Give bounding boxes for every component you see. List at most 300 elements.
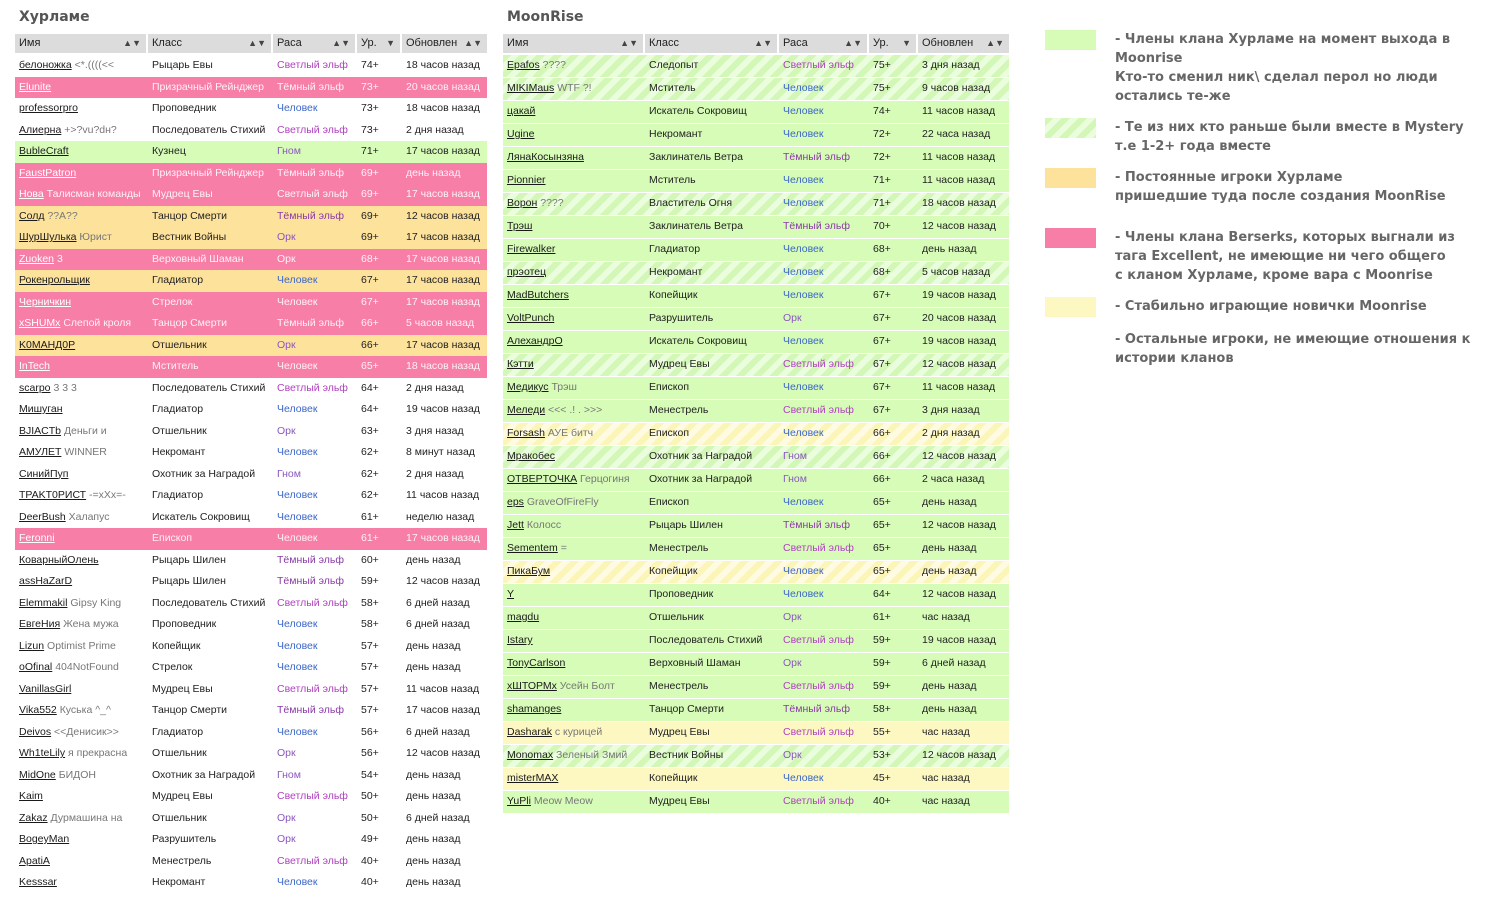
column-updated-header[interactable]: Обновлен ▲▼: [918, 34, 1009, 53]
player-name-link[interactable]: BogeyMan: [19, 833, 70, 845]
player-class: Отшельник: [152, 811, 207, 824]
player-name-link[interactable]: misterMAX: [507, 772, 559, 784]
player-name-link[interactable]: Алиерна: [19, 123, 62, 136]
player-race: Светлый эльф: [783, 404, 854, 416]
table-row[interactable]: [503, 561, 1009, 583]
player-race: Человек: [783, 105, 824, 117]
player-name-link[interactable]: ApatiA: [19, 854, 50, 867]
player-level: 66+: [361, 317, 379, 329]
player-race: Тёмный эльф: [277, 209, 344, 222]
player-updated: 18 часов назад: [406, 102, 480, 114]
table-row[interactable]: [15, 292, 487, 314]
player-title: -=xXx=-: [89, 489, 126, 501]
table-row[interactable]: [15, 700, 487, 722]
table-row[interactable]: [15, 356, 487, 378]
player-name-link[interactable]: ЕвгеНия: [19, 618, 61, 630]
table-row[interactable]: [503, 768, 1009, 790]
player-title: Герцогиня: [580, 473, 630, 485]
player-name-link[interactable]: Epafos: [507, 59, 540, 71]
player-name-cell: [503, 791, 645, 813]
player-race: Человек: [783, 266, 824, 278]
player-race: Гном: [783, 473, 807, 485]
column-name-header[interactable]: Имя ▲▼: [15, 34, 148, 53]
table-row[interactable]: [15, 335, 487, 357]
player-name-link[interactable]: СинийПуп: [19, 467, 69, 480]
player-name-link[interactable]: Ворон: [507, 197, 538, 209]
player-updated: 6 дней назад: [406, 596, 470, 609]
table-row[interactable]: [503, 492, 1009, 514]
player-class: Отшельник: [649, 611, 704, 623]
player-level: 65+: [873, 496, 891, 508]
player-name-link[interactable]: Vika552: [19, 704, 57, 716]
player-updated: час назад: [922, 795, 970, 807]
player-level: 56+: [361, 747, 379, 759]
player-class: Мудрец Евы: [152, 790, 213, 802]
table-row[interactable]: [15, 98, 487, 120]
player-race: Тёмный эльф: [277, 575, 344, 587]
player-name-link[interactable]: K0MAHД0P: [19, 338, 76, 351]
player-class: Проповедник: [649, 588, 714, 600]
player-race: Светлый эльф: [783, 358, 854, 370]
table-row[interactable]: [15, 808, 487, 830]
player-race: Орк: [783, 749, 802, 761]
player-name-link[interactable]: FaustPatron: [19, 166, 77, 179]
player-class: Гладиатор: [152, 489, 204, 501]
table-row[interactable]: [15, 657, 487, 679]
player-name-link[interactable]: ЛянаКосынзяна: [507, 151, 584, 163]
player-updated: 5 часов назад: [922, 266, 991, 278]
player-name-cell: [503, 216, 645, 238]
table-row[interactable]: [503, 78, 1009, 100]
column-name-header[interactable]: Имя ▲▼: [503, 34, 645, 53]
table-row[interactable]: [15, 77, 487, 99]
player-class: Заклинатель Ветра: [649, 220, 743, 232]
player-level: 74+: [873, 105, 891, 117]
player-class: Охотник за Наградой: [649, 473, 753, 485]
player-level: 71+: [873, 197, 891, 209]
player-name-link[interactable]: ПикаБум: [507, 565, 551, 577]
player-name-link[interactable]: professorpro: [19, 102, 78, 114]
table-row[interactable]: [503, 331, 1009, 353]
player-name-cell: [15, 657, 148, 679]
player-name-cell: [15, 679, 148, 701]
table-row[interactable]: [503, 607, 1009, 629]
player-updated: 19 часов назад: [922, 335, 996, 347]
player-class: Некромант: [152, 876, 206, 888]
player-title: Талисман команды: [46, 188, 141, 200]
player-updated: 19 часов назад: [406, 403, 480, 415]
player-name-link[interactable]: Elemmakil: [19, 596, 68, 609]
player-name-link[interactable]: Pionnier: [507, 174, 546, 186]
player-name-link[interactable]: Jett: [507, 519, 524, 531]
column-race-header[interactable]: Раса ▲▼: [273, 34, 357, 53]
table-row[interactable]: [15, 571, 487, 593]
table-row[interactable]: [15, 227, 487, 249]
column-class-header[interactable]: Класс ▲▼: [645, 34, 779, 53]
player-name-link[interactable]: TPAKT0PИСТ: [19, 489, 87, 501]
player-race: Светлый эльф: [783, 634, 854, 646]
player-name-link[interactable]: Dasharak: [507, 726, 552, 738]
legend-swatch: [1045, 30, 1096, 50]
player-name-link[interactable]: Меледи: [507, 404, 546, 416]
player-updated: день назад: [922, 542, 977, 554]
player-race: Орк: [783, 312, 802, 324]
player-name-link[interactable]: Черничкин: [19, 295, 72, 308]
player-name-link[interactable]: xSHUMx: [19, 317, 61, 329]
table-row[interactable]: [15, 528, 487, 550]
table-row[interactable]: [503, 653, 1009, 675]
table-row[interactable]: [15, 550, 487, 572]
player-title: ????: [540, 197, 564, 209]
player-updated: 20 часов назад: [922, 312, 996, 324]
player-level: 54+: [361, 768, 379, 781]
player-name-link[interactable]: TonyCarlson: [507, 657, 566, 669]
table-row[interactable]: [15, 765, 487, 787]
player-race: Орк: [277, 811, 296, 824]
player-updated: 18 часов назад: [406, 59, 480, 71]
player-name-link[interactable]: BJIACTb: [19, 424, 62, 437]
player-name-cell: [15, 464, 148, 486]
player-race: Человек: [783, 174, 824, 186]
player-name-link[interactable]: VanillasGirl: [19, 682, 72, 695]
player-name-cell: [15, 249, 148, 271]
player-level: 70+: [873, 220, 891, 232]
player-race: Человек: [783, 335, 824, 347]
table-row[interactable]: [15, 442, 487, 464]
player-name-link[interactable]: Elunite: [19, 80, 52, 93]
table-row[interactable]: [503, 55, 1009, 77]
player-name-link[interactable]: Zuoken: [19, 252, 55, 265]
player-name-link[interactable]: Deivos: [19, 725, 52, 738]
player-name-link[interactable]: Firewalker: [507, 243, 556, 255]
player-updated: 2 дня назад: [406, 467, 464, 480]
player-name-cell: [15, 313, 148, 335]
player-level: 64+: [361, 381, 379, 394]
player-name-link[interactable]: КоварныйОлень: [19, 553, 99, 566]
player-name-cell: [503, 377, 645, 399]
player-name-cell: [15, 872, 148, 894]
player-class: Отшельник: [152, 424, 207, 437]
player-name-link[interactable]: InTech: [19, 360, 50, 372]
legend-text: - Члены клана Хурламе на момент выхода в Moonrise Кто-то сменил ник\ сделал перол но люди остались те-же: [1115, 32, 1451, 104]
table-row[interactable]: [503, 446, 1009, 468]
player-class: Рыцарь Шилен: [649, 519, 723, 531]
player-name-link[interactable]: DeerBush: [19, 510, 66, 523]
table-row[interactable]: [503, 216, 1009, 238]
player-name-cell: [15, 722, 148, 744]
player-race: Светлый эльф: [277, 596, 348, 609]
player-name-cell: [15, 184, 148, 206]
player-level: 40+: [361, 876, 379, 888]
player-race: Светлый эльф: [783, 680, 854, 692]
player-name-link[interactable]: oOfinal: [19, 661, 53, 673]
player-title: Усейн Болт: [559, 680, 615, 692]
player-name-link[interactable]: scarpo: [19, 381, 51, 394]
player-name-link[interactable]: Мишуган: [19, 403, 63, 415]
player-name-cell: [503, 400, 645, 422]
player-class: Искатель Сокровищ: [649, 335, 747, 347]
player-class: Последователь Стихий: [649, 634, 763, 646]
player-class: Некромант: [152, 446, 206, 458]
table-row[interactable]: [15, 313, 487, 335]
table-row[interactable]: [503, 676, 1009, 698]
player-name-link[interactable]: Мракобес: [507, 450, 555, 462]
player-name-link[interactable]: OTBEPTOЧКА: [507, 473, 578, 485]
player-name-link[interactable]: Zakaz: [19, 811, 48, 824]
player-name-cell: [503, 262, 645, 284]
player-class: Последователь Стихий: [152, 123, 266, 136]
player-class: Танцор Смерти: [152, 317, 227, 329]
player-name-link[interactable]: MIKIMaus: [507, 82, 555, 94]
table-row[interactable]: [503, 193, 1009, 215]
table-row[interactable]: [15, 249, 487, 271]
player-title: 3 3 3: [53, 381, 77, 394]
player-name-link[interactable]: прэотец: [507, 266, 547, 278]
table-row[interactable]: [503, 308, 1009, 330]
table-row[interactable]: [15, 636, 487, 658]
player-name-cell: [15, 356, 148, 378]
player-name-link[interactable]: Y: [507, 588, 515, 600]
player-name-link[interactable]: Feronni: [19, 532, 55, 544]
player-title: БИДОН: [58, 768, 96, 781]
table-row[interactable]: [503, 722, 1009, 744]
player-name-link[interactable]: АлехандрО: [507, 335, 563, 347]
table-row[interactable]: [503, 285, 1009, 307]
player-name-cell: [15, 399, 148, 421]
player-name-link[interactable]: assHaZarD: [19, 575, 73, 587]
player-race: Гном: [277, 768, 301, 781]
player-name-link[interactable]: eps: [507, 496, 524, 508]
table-row[interactable]: [15, 270, 487, 292]
player-name-link[interactable]: MidOne: [19, 768, 56, 781]
table-row[interactable]: [15, 614, 487, 636]
player-name-cell: [15, 550, 148, 572]
player-class: Кузнец: [152, 145, 186, 157]
table-row[interactable]: [15, 421, 487, 443]
player-name-link[interactable]: Медикус: [507, 381, 549, 393]
table-row[interactable]: [15, 184, 487, 206]
player-class: Искатель Сокровищ: [152, 510, 250, 523]
player-title: Колосс: [526, 519, 562, 531]
table-row[interactable]: [503, 377, 1009, 399]
table-row[interactable]: [15, 55, 487, 77]
player-updated: день назад: [406, 833, 461, 845]
player-name-link[interactable]: Солд: [19, 209, 45, 222]
player-name-link[interactable]: BubleCraft: [19, 145, 69, 157]
player-name-link[interactable]: Sementem: [507, 542, 558, 554]
player-title: 404NotFound: [55, 661, 119, 673]
table-row[interactable]: [15, 485, 487, 507]
player-name-link[interactable]: Lizun: [19, 639, 45, 652]
table-row[interactable]: [503, 400, 1009, 422]
table-row[interactable]: [15, 743, 487, 765]
table-row[interactable]: [503, 699, 1009, 721]
table-row[interactable]: [15, 464, 487, 486]
table-row[interactable]: [503, 101, 1009, 123]
table-row[interactable]: [503, 124, 1009, 146]
player-name-link[interactable]: Kesssar: [19, 876, 57, 888]
player-updated: день назад: [406, 790, 461, 802]
player-class: Менестрель: [152, 854, 212, 867]
player-updated: 2 дня назад: [406, 123, 464, 136]
player-name-link[interactable]: Нова: [19, 188, 44, 200]
player-name-link[interactable]: цакай: [507, 105, 536, 117]
table-row[interactable]: [503, 584, 1009, 606]
player-title: =: [560, 542, 567, 554]
column-race-header[interactable]: Раса ▲▼: [779, 34, 869, 53]
player-name-link[interactable]: Кэтти: [507, 358, 534, 370]
player-name-link[interactable]: Kaim: [19, 790, 43, 802]
player-level: 63+: [361, 424, 379, 437]
player-name-cell: [15, 528, 148, 550]
player-level: 67+: [873, 358, 891, 370]
table-row[interactable]: [15, 679, 487, 701]
player-name-link[interactable]: Forsash: [507, 427, 545, 439]
player-title: Optimist Prime: [47, 639, 116, 652]
player-name-cell: [15, 700, 148, 722]
player-updated: 18 часов назад: [406, 360, 480, 372]
player-name-link[interactable]: YuPli: [507, 795, 531, 807]
player-name-link[interactable]: AMУЛЕТ: [19, 446, 62, 458]
player-race: Человек: [277, 661, 318, 673]
player-class: Призрачный Рейнджер: [152, 80, 264, 93]
player-name-link[interactable]: magdu: [507, 611, 540, 623]
player-level: 65+: [361, 360, 379, 372]
player-race: Орк: [277, 231, 296, 243]
legend-text: - Постоянные игроки Хурламе пришедшие туда после создания MoonRise: [1115, 170, 1446, 204]
player-name-cell: [503, 147, 645, 169]
table-row[interactable]: [503, 239, 1009, 261]
player-updated: 6 дней назад: [406, 618, 470, 630]
player-race: Тёмный эльф: [277, 166, 344, 179]
player-title: WINNER: [64, 446, 107, 458]
player-updated: день назад: [406, 768, 461, 781]
player-class: Епископ: [649, 496, 690, 508]
player-name-link[interactable]: VoltPunch: [507, 312, 555, 324]
player-class: Вестник Войны: [152, 231, 227, 243]
player-class: Епископ: [649, 381, 690, 393]
player-updated: 11 часов назад: [922, 381, 996, 393]
moonrise-title: MoonRise: [507, 9, 584, 25]
player-level: 68+: [873, 243, 891, 255]
player-level: 66+: [361, 338, 379, 351]
player-name-link[interactable]: Wh1teLily: [19, 747, 66, 759]
player-updated: 17 часов назад: [406, 532, 480, 544]
table-row[interactable]: [503, 791, 1009, 813]
column-level-header[interactable]: Ур. ▼: [869, 34, 918, 53]
player-name-link[interactable]: Рокенрольщик: [19, 274, 90, 286]
table-row[interactable]: [15, 399, 487, 421]
player-level: 67+: [873, 312, 891, 324]
table-row[interactable]: [15, 786, 487, 808]
player-name-link[interactable]: Monomax: [507, 749, 554, 761]
player-name-cell: [503, 745, 645, 767]
player-updated: 19 часов назад: [922, 289, 996, 301]
sort-icon: ▲▼: [248, 38, 266, 48]
player-name-cell: [503, 699, 645, 721]
player-name-link[interactable]: Ugine: [507, 128, 535, 140]
table-row[interactable]: [503, 147, 1009, 169]
player-name-link[interactable]: shamanges: [507, 703, 562, 715]
table-row[interactable]: [503, 469, 1009, 491]
table-row[interactable]: [503, 745, 1009, 767]
table-row[interactable]: [503, 538, 1009, 560]
player-name-cell: [15, 206, 148, 228]
table-row[interactable]: [15, 378, 487, 400]
player-class: Епископ: [649, 427, 690, 439]
moonrise-panel: [503, 8, 1009, 814]
player-class: Копейщик: [649, 289, 698, 301]
table-row[interactable]: [15, 829, 487, 851]
player-level: 57+: [361, 682, 379, 695]
player-name-cell: [503, 354, 645, 376]
player-name-link[interactable]: белоножка: [19, 59, 72, 71]
player-level: 69+: [361, 231, 379, 243]
player-race: Человек: [277, 274, 318, 286]
player-level: 40+: [873, 795, 891, 807]
player-level: 55+: [873, 726, 891, 738]
column-level-header[interactable]: Ур. ▼: [357, 34, 402, 53]
player-race: Гном: [277, 467, 301, 480]
player-title: Gipsy King: [70, 596, 122, 609]
player-name-cell: [15, 421, 148, 443]
player-race: Человек: [277, 639, 318, 652]
player-name-cell: [15, 765, 148, 787]
player-race: Светлый эльф: [277, 682, 348, 695]
player-race: Светлый эльф: [783, 59, 854, 71]
sort-desc-icon: ▼: [386, 38, 395, 48]
table-row[interactable]: [15, 722, 487, 744]
player-title: Деньги и: [63, 424, 107, 437]
player-updated: 12 часов назад: [406, 209, 480, 222]
player-class: Гладиатор: [152, 403, 204, 415]
player-name-link[interactable]: Istary: [507, 634, 533, 646]
player-name-link[interactable]: ШурШулька: [19, 231, 77, 243]
player-level: 68+: [361, 252, 379, 265]
table-row[interactable]: [15, 163, 487, 185]
player-updated: 9 часов назад: [922, 82, 991, 94]
player-name-link[interactable]: Трэш: [507, 220, 533, 232]
table-row[interactable]: [15, 206, 487, 228]
player-race: Тёмный эльф: [277, 80, 344, 93]
player-updated: 6 дней назад: [406, 725, 470, 738]
table-row[interactable]: [15, 851, 487, 873]
table-row[interactable]: [15, 872, 487, 894]
player-race: Человек: [783, 82, 824, 94]
player-level: 67+: [361, 274, 379, 286]
table-row[interactable]: [503, 354, 1009, 376]
table-row[interactable]: [15, 507, 487, 529]
table-row[interactable]: [503, 630, 1009, 652]
player-level: 67+: [873, 381, 891, 393]
table-row[interactable]: [503, 423, 1009, 445]
table-row[interactable]: [503, 515, 1009, 537]
table-row[interactable]: [503, 170, 1009, 192]
player-updated: день назад: [922, 565, 977, 577]
player-class: Менестрель: [649, 680, 709, 692]
player-name-link[interactable]: хШТОРМх: [507, 680, 557, 692]
column-updated-header[interactable]: Обновлен ▲▼: [402, 34, 487, 53]
player-name-link[interactable]: MadButchers: [507, 289, 569, 301]
player-name-cell: [503, 630, 645, 652]
table-row[interactable]: [15, 120, 487, 142]
table-row[interactable]: [15, 593, 487, 615]
player-title: Meow Meow: [533, 795, 593, 807]
table-row[interactable]: [15, 141, 487, 163]
column-class-header[interactable]: Класс ▲▼: [148, 34, 273, 53]
table-row[interactable]: [503, 262, 1009, 284]
player-updated: 6 дней назад: [922, 657, 986, 669]
